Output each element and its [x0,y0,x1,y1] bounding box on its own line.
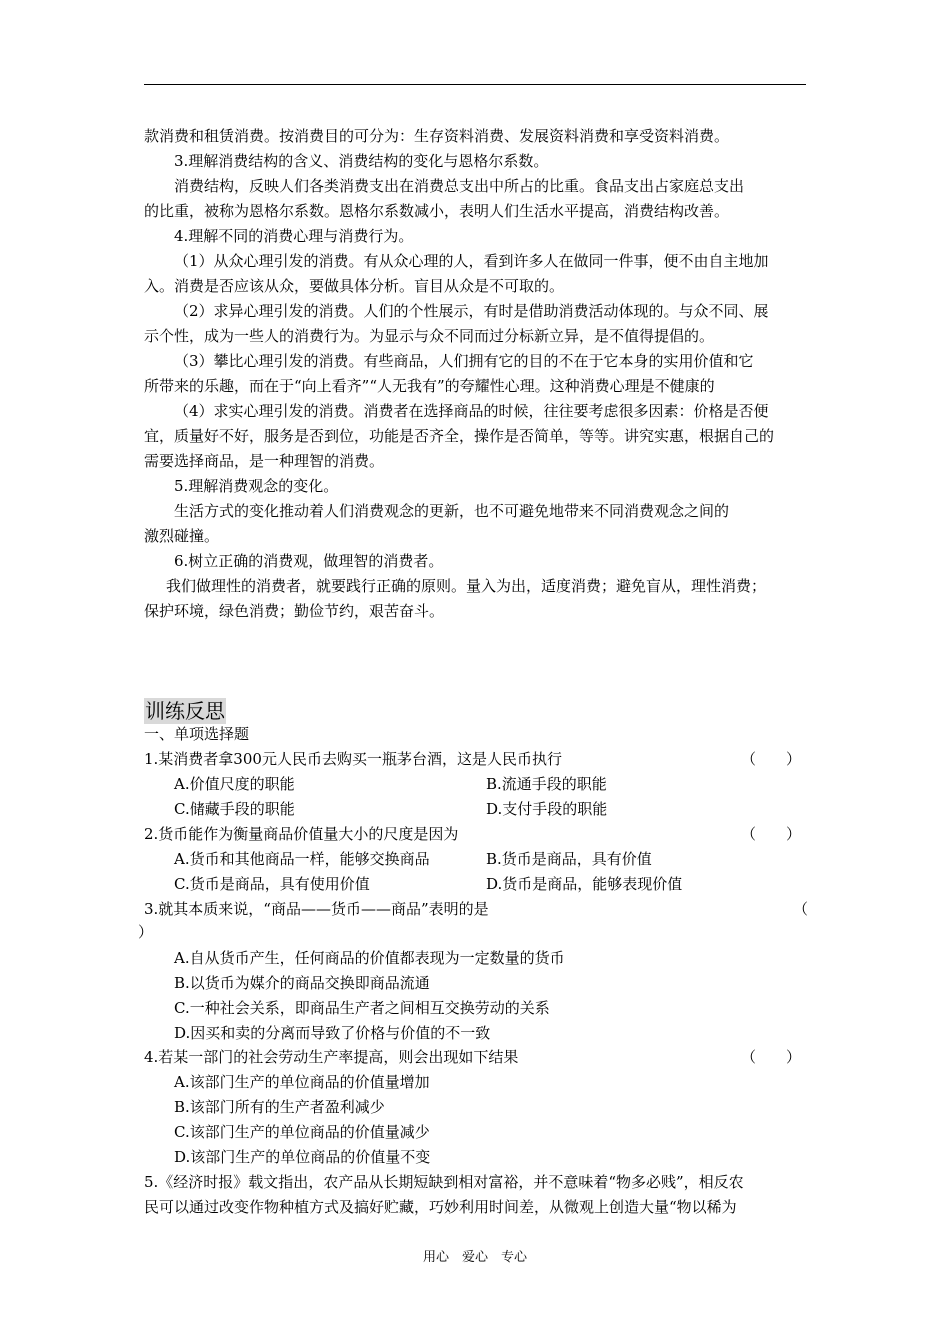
answer-paren: （ ） [741,825,802,843]
option-a: A.自从货币产生，任何商品的价值都表现为一定数量的货币 [174,949,565,967]
option-b: B.该部门所有的生产者盈利减少 [174,1098,385,1116]
section-title: 训练反思 [145,699,225,723]
option-c: C.该部门生产的单位商品的价值量减少 [174,1123,430,1141]
option-a: A.货币和其他商品一样，能够交换商品 [174,850,430,868]
answer-paren-open: （ [793,900,809,918]
paragraph-line: 我们做理性的消费者，就要践行正确的原则。量入为出，适度消费；避免盲从，理性消费； [166,577,767,595]
heading-correct-consumption: 6.树立正确的消费观，做理智的消费者。 [174,552,444,570]
question-5-text: 5.《经济时报》载文指出，农产品从长期短缺到相对富裕，并不意味着“物多必贱”，相反农 [144,1173,744,1191]
paragraph-line: 生活方式的变化推动着人们消费观念的更新，也不可避免地带来不同消费观念之间的 [174,502,730,520]
heading-consumption-concept: 5.理解消费观念的变化。 [174,477,339,495]
option-b: B.以货币为媒介的商品交换即商品流通 [174,974,430,992]
paragraph-line: 款消费和租赁消费。按消费目的可分为：生存资料消费、发展资料消费和享受资料消费。 [144,127,730,145]
option-b: B.流通手段的职能 [486,775,607,793]
option-c: C.一种社会关系，即商品生产者之间相互交换劳动的关系 [174,999,550,1017]
paragraph-line: 需要选择商品，是一种理智的消费。 [144,452,385,470]
option-d: D.货币是商品，能够表现价值 [486,875,683,893]
paragraph-line: 保护环境，绿色消费；勤俭节约，艰苦奋斗。 [144,602,445,620]
question-4-text: 4.若某一部门的社会劳动生产率提高，则会出现如下结果 [144,1048,519,1066]
paragraph-line: （4）求实心理引发的消费。消费者在选择商品的时候，往往要考虑很多因素：价格是否便 [174,402,769,420]
answer-paren: （ ） [741,750,802,768]
option-c: C.货币是商品，具有使用价值 [174,875,370,893]
heading-consumption-psychology: 4.理解不同的消费心理与消费行为。 [174,227,414,245]
paragraph-line: （1）从众心理引发的消费。有从众心理的人，看到许多人在做同一件事，便不由自主地加 [174,252,769,270]
paragraph-line: （2）求异心理引发的消费。人们的个性展示，有时是借助消费活动体现的。与众不同、展 [174,302,769,320]
option-a: A.该部门生产的单位商品的价值量增加 [174,1073,430,1091]
question-5-text-cont: 民可以通过改变作物种植方式及搞好贮藏，巧妙利用时间差，从微观上创造大量“物以稀为 [144,1198,737,1216]
question-3-text: 3.就其本质来说，“商品——货币——商品”表明的是 [144,900,489,918]
paragraph-line: 激烈碰撞。 [144,527,220,545]
header-rule [144,84,806,85]
answer-paren-close: ） [138,923,154,941]
option-d: D.支付手段的职能 [486,800,608,818]
paragraph-line: 消费结构，反映人们各类消费支出在消费总支出中所占的比重。食品支出占家庭总支出 [174,177,745,195]
option-d: D.因买和卖的分离而导致了价格与价值的不一致 [174,1024,491,1042]
paragraph-line: 宜，质量好不好，服务是否到位，功能是否齐全，操作是否简单，等等。讲究实惠，根据自己的 [144,427,775,445]
option-b: B.货币是商品，具有价值 [486,850,652,868]
paragraph-line: 入。消费是否应该从众，要做具体分析。盲目从众是不可取的。 [144,277,565,295]
option-d: D.该部门生产的单位商品的价值量不变 [174,1148,431,1166]
paragraph-line: 所带来的乐趣，而在于“向上看齐”“人无我有”的夸耀性心理。这种消费心理是不健康的 [144,377,715,395]
paragraph-line: （3）攀比心理引发的消费。有些商品，人们拥有它的目的不在于它本身的实用价值和它 [174,352,754,370]
paragraph-line: 的比重，被称为恩格尔系数。恩格尔系数减小，表明人们生活水平提高，消费结构改善。 [144,202,730,220]
option-c: C.储藏手段的职能 [174,800,295,818]
section-subtitle: 一、单项选择题 [144,725,250,743]
answer-paren: （ ） [741,1048,802,1066]
paragraph-line: 示个性，成为一些人的消费行为。为显示与众不同而过分标新立异，是不值得提倡的。 [144,327,715,345]
page-footer: 用心 爱心 专心 [422,1250,527,1265]
heading-consumption-structure: 3.理解消费结构的含义、消费结构的变化与恩格尔系数。 [174,152,549,170]
option-a: A.价值尺度的职能 [174,775,295,793]
question-1-text: 1.某消费者拿300元人民币去购买一瓶茅台酒，这是人民币执行 [144,750,562,768]
question-2-text: 2.货币能作为衡量商品价值量大小的尺度是因为 [144,825,459,843]
